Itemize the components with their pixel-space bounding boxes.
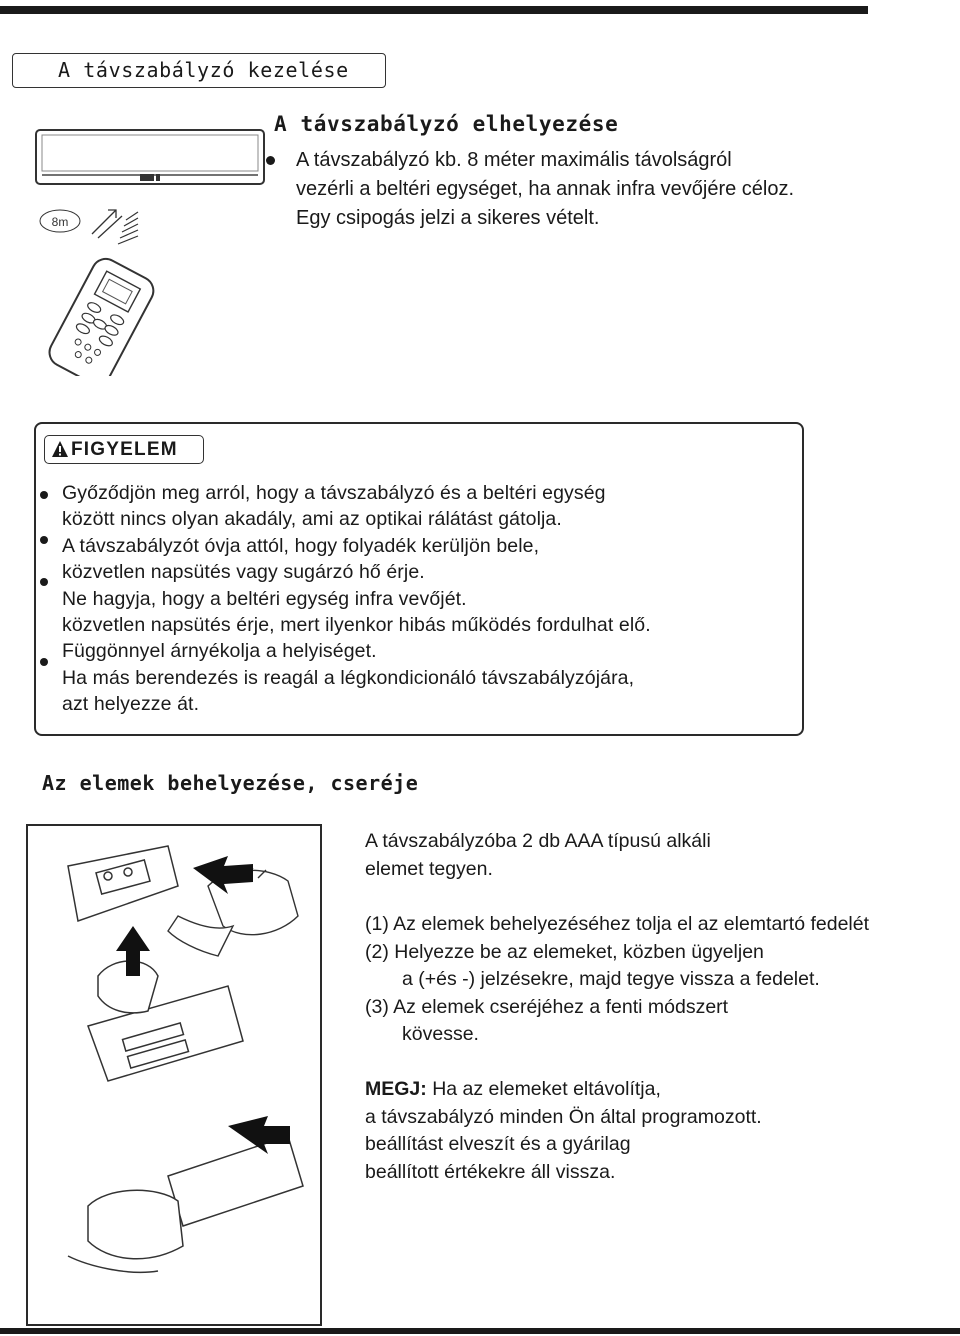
bullet-icon [266, 156, 275, 165]
battery-insert-icon [88, 961, 243, 1081]
step-2-cont: a (+és -) jelzésekre, majd tegye vissza a fedelet. [402, 968, 820, 990]
distance-badge [40, 210, 80, 232]
warning-line: Függönnyel árnyékolja a helyiséget. [62, 640, 377, 663]
section-title: A távszabályzó kezelése [58, 58, 349, 82]
bottom-rule [0, 1328, 960, 1334]
warning-line: Ha más berendezés is reagál a légkondicionáló távszabályzójára, [62, 666, 635, 689]
battery-steps-figure [28, 826, 320, 1324]
top-rule [0, 6, 868, 14]
battery-illustration-box [26, 824, 322, 1326]
note-label: MEGJ: [365, 1078, 427, 1100]
batteries-intro-line: A távszabályzóba 2 db AAA típusú alkáli [365, 830, 711, 852]
batteries-steps [365, 911, 869, 1049]
warning-triangle-icon [51, 440, 69, 458]
bullet-icon [40, 536, 48, 544]
remote-control-icon [45, 254, 159, 376]
step-1: (1) Az elemek behelyezéséhez tolja el az elemtartó fedelét [365, 913, 870, 935]
warning-line: között nincs olyan akadály, ami az optikai rálátást gátolja. [62, 508, 562, 531]
remote-back-icon [68, 846, 178, 921]
batteries-title: Az elemek behelyezése, cseréje [42, 771, 419, 795]
note-line: a távszabályzó minden Ön által programozott. [365, 1105, 762, 1128]
indoor-unit-icon [36, 130, 264, 184]
bullet-icon [40, 578, 48, 586]
warning-label: FIGYELEM [71, 438, 178, 460]
subsection-title: A távszabályzó elhelyezése [274, 112, 619, 136]
note-line: beállítást elveszít és a gyárilag [365, 1133, 631, 1155]
intro-line: Egy csipogás jelzi a sikeres vételt. [296, 207, 600, 229]
step-3: (3) Az elemek cseréjéhez a fenti módszert [365, 995, 729, 1018]
note-line [365, 1076, 762, 1104]
batteries-note [365, 1076, 762, 1186]
warning-line: azt helyezze át. [62, 693, 200, 716]
remote-close-icon [68, 1136, 303, 1272]
bullet-icon [40, 491, 48, 499]
batteries-intro-line: elemet tegyen. [365, 857, 493, 880]
signal-arrow-icon [92, 210, 122, 238]
warning-line: Győződjön meg arról, hogy a távszabályzó és a beltéri egység [62, 482, 606, 504]
warning-label-box [44, 435, 204, 464]
warning-line: közvetlen napsütés vagy sugárzó hő érje. [62, 561, 425, 584]
step-3-cont: kövesse. [402, 1023, 479, 1045]
batteries-intro [365, 828, 711, 883]
intro-line: vezérli a beltéri egységet, ha annak infra vevőjére céloz. [296, 178, 795, 200]
warning-line: közvetlen napsütés érje, mert ilyenkor hibás működés fordulhat elő. [62, 614, 651, 637]
note-text: Ha az elemeket eltávolítja, [432, 1078, 661, 1100]
remote-placement-figure [30, 126, 275, 376]
note-line: beállított értékekre áll vissza. [365, 1160, 616, 1183]
intro-line: A távszabályzó kb. 8 méter maximális távolságról [296, 149, 732, 171]
warning-line: A távszabályzót óvja attól, hogy folyadék kerüljön bele, [62, 534, 540, 557]
placement-intro [296, 146, 856, 233]
step-2: (2) Helyezze be az elemeket, közben ügyeljen [365, 940, 764, 963]
warning-line: Ne hagyja, hogy a beltéri egység infra vevőjét. [62, 587, 467, 610]
bullet-icon [40, 658, 48, 666]
warning-text [62, 480, 792, 718]
distance-label: 8m [51, 215, 69, 229]
